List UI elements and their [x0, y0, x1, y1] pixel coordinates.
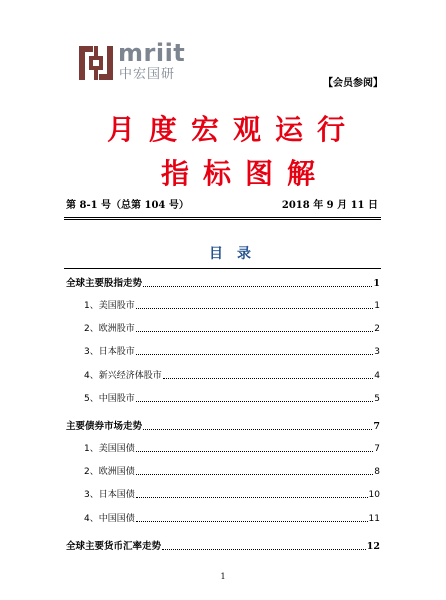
- toc-item-title: 5、中国股市: [84, 394, 135, 404]
- logo-chinese-name: 中宏国研: [119, 67, 176, 82]
- toc-leader-dots: [163, 377, 374, 379]
- report-title-line2: 指标图解: [160, 157, 329, 190]
- toc-leader-dots: [136, 520, 368, 522]
- footer-page-number: 1: [220, 572, 226, 581]
- toc-item-title: 3、日本股市: [84, 347, 135, 357]
- toc-item-title: 2、欧洲国债: [84, 467, 135, 477]
- toc-item-title: 2、欧洲股市: [84, 324, 135, 334]
- header-rule-top: [64, 217, 381, 218]
- toc-item[interactable]: [84, 344, 380, 358]
- toc-page-number: 12: [366, 541, 380, 552]
- toc-page-number: 8: [374, 467, 380, 477]
- toc-leader-dots: [162, 548, 366, 550]
- toc-section[interactable]: [66, 539, 380, 553]
- toc-page-number: 11: [368, 514, 380, 524]
- mriit-logo: [78, 39, 188, 84]
- header-rule-bottom: [64, 219, 381, 220]
- toc-item[interactable]: [84, 487, 380, 501]
- toc-page-number: 5: [374, 394, 380, 404]
- toc-page-number: 1: [374, 301, 380, 311]
- toc-page-number: 7: [373, 421, 380, 432]
- toc-section-title: 全球主要股指走势: [66, 278, 143, 289]
- toc-item[interactable]: [84, 511, 380, 525]
- toc-leader-dots: [136, 330, 374, 332]
- member-badge: 【会员参阅】: [323, 78, 383, 89]
- toc-item-title: 4、中国国债: [84, 514, 135, 524]
- toc-heading-rule: [64, 268, 381, 269]
- toc-page-number: 10: [368, 490, 380, 500]
- issue-number: 第 8-1 号（总第 104 号）: [66, 200, 189, 211]
- toc-item[interactable]: [84, 368, 380, 382]
- report-title-line1: 月度宏观运行: [106, 113, 359, 146]
- toc-section[interactable]: [66, 419, 380, 433]
- toc-leader-dots: [136, 353, 374, 355]
- toc-item-title: 3、日本国债: [84, 490, 135, 500]
- report-date: 2018 年 9 月 11 日: [281, 200, 378, 211]
- toc-leader-dots: [136, 473, 374, 475]
- toc-leader-dots: [136, 307, 374, 309]
- toc-page-number: 4: [374, 371, 380, 381]
- toc-leader-dots: [136, 450, 374, 452]
- toc-item[interactable]: [84, 321, 380, 335]
- toc-page-number: 7: [374, 444, 380, 454]
- toc-section[interactable]: [66, 276, 380, 290]
- logo-wordmark: mriit: [118, 39, 186, 67]
- toc-leader-dots: [143, 428, 372, 430]
- mriit-logo-mark-icon: [78, 45, 114, 81]
- toc-page-number: 3: [374, 347, 380, 357]
- toc-item[interactable]: [84, 464, 380, 478]
- toc-leader-dots: [143, 285, 372, 287]
- toc-item-title: 4、新兴经济体股市: [84, 371, 162, 381]
- toc-page-number: 2: [374, 324, 380, 334]
- toc-item[interactable]: [84, 391, 380, 405]
- toc-leader-dots: [136, 400, 374, 402]
- toc-item[interactable]: [84, 441, 380, 455]
- toc-heading: 目录: [209, 246, 265, 262]
- toc-item-title: 1、美国股市: [84, 301, 135, 311]
- toc-item-title: 1、美国国债: [84, 444, 135, 454]
- toc-item[interactable]: [84, 298, 380, 312]
- toc-section-title: 主要债券市场走势: [66, 421, 143, 432]
- toc-page-number: 1: [373, 278, 380, 289]
- toc-section-title: 全球主要货币汇率走势: [66, 541, 162, 552]
- toc-leader-dots: [136, 496, 368, 498]
